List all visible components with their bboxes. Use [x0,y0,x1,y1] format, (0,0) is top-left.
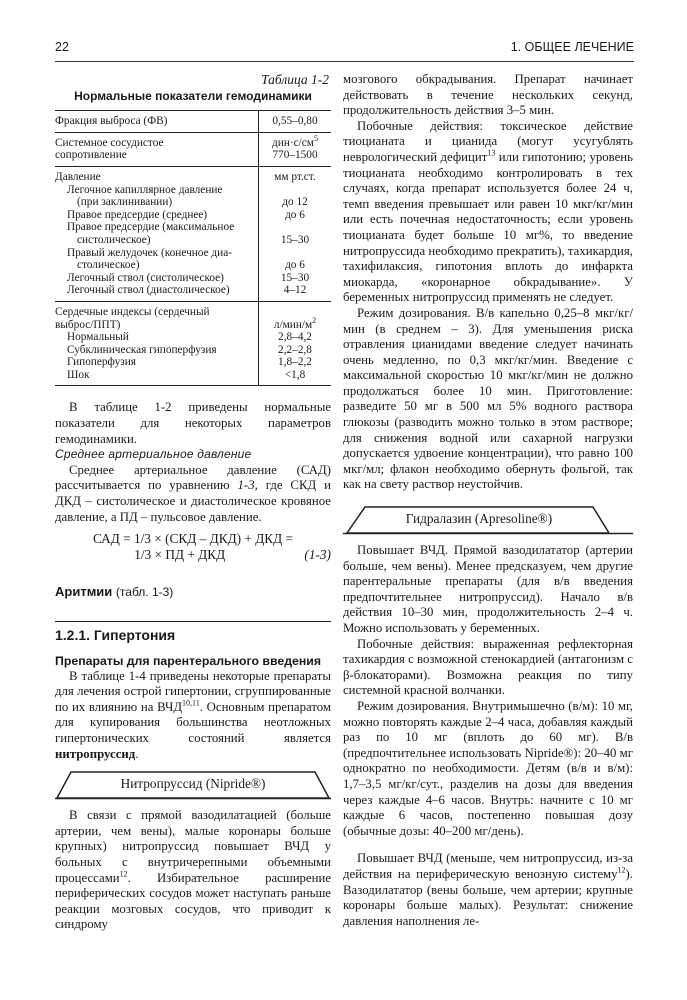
subsection-title: Препараты для парентерального введения [55,653,322,668]
page-number: 22 [55,40,69,54]
section-divider [55,621,331,644]
continued-paragraph: мозгового обкрадывания. Препарат начинает действовать в течение нескольких секунд, продолжительность действия 3–5 мин. [343,72,633,118]
table-row [55,132,331,166]
table-row [55,111,331,133]
table-cell: Фракция выброса (ФВ) [55,111,259,133]
arrhythmia-heading: Аритмии (табл. 1-3) [55,584,174,600]
hydralazine-paragraph: Повышает ВЧД. Прямой вазодилататор (артерии больше, чем вены). Менее предсказуем, чем другие парентеральные препараты (для в/в введения предпочтительнее нитропруссид). Начало в/в действия 10–30 мин, продолжительность 2–4 ч. Можно использовать у беременных. [343,543,633,635]
side-effects-paragraph: Побочные действия: токсическое действие тиоцианата и цианида (могут усугублять неврологический дефицит$^{13}$ или гипотонию; уровень тиоцианата необходимо контролировать в тех случаях, когда препарат используется более 24 ч, темп введения превышает или равен 10 мкг/кг/мин или есть почечная недостаточность; если уровень тиоцианата будет больше 10 мг%, то введение нитропруссида необходимо прекратить), тахикардия, тахифилаксия, гипотония вплоть до инфаркта миокарда, «коронарное обкрадывание». У беременных нитропруссид применять не следует. [343,118,633,305]
map-paragraph: Среднее артериальное давление (САД) рассчитывается по уравнению 1-3, где СКД и ДКД – систолическое и диастолическое кровяное давление, а ПД – пульсовое давление. [55,462,332,524]
table-cell: 0,55–0,80 [259,111,332,133]
intro-paragraph: В таблице 1-2 приведены нормальные показатели для некоторых параметров гемодинамики. [55,400,331,446]
table-cell: Давление Легочное капиллярное давление (при заклинивании) Правое предсердие (среднее) Правое предсердие (максимальное систолическое) Правый желудочек (конечное диа- столическое) Легочный ствол (систолическое) Легочный ствол (диастолическое) [55,166,259,301]
dosage-paragraph: Режим дозирования. В/в капельно 0,25–8 мкг/кг/мин (в среднем – 3). Для уменьшения риска отравления цианидами введение следует начинать очень медленно, по 0,3 мкг/кг/мин. Введение с максимальной скоростью 10 мкг/кг/мин не должно продолжаться более 10 мин. Приготовление: разведите 50 мг в 500 мл 5% водного раствора глюкозы (разводить можно только в этом растворе; для снижения водной или сахарной нагрузки допускается удвоение концентрации), что равно 100 мкг/мл; флакон необходимо обернуть фольгой, так как на свету раствор неустойчив. [343,305,633,492]
hydralazine-dosage: Режим дозирования. Внутримышечно (в/м): 10 мг, можно повторять каждые 2–4 часа, добавляя каждый раз по 10 мг (вплоть до 60 мг). В/в (предпочтительнее использовать Nipride®): 20–40 мг однократно по необходимости. Детям (в/в и в/м): 1,7–3,5 мг/кг/сут., разделив на дозы для введения через каждые 4–6 часов. Внутрь: начните с 10 мг каждые 6 часов, постепенно повышая дозу (обычные дозы: 40–200 мг/день). [343,698,633,838]
drug-name: Гидралазин (Apresoline®) [405,511,553,527]
next-drug-paragraph: Повышает ВЧД (меньше, чем нитропруссид, из-за действия на периферическую венозную систему$^{12}$). Вазодилататор (вены больше, чем артерии; крупные коронары больше малых). Результат: снижение давления наполнения ле- [343,851,633,928]
table-title: Нормальные показатели гемодинамики [74,88,312,103]
chapter-title: 1. ОБЩЕЕ ЛЕЧЕНИЕ [510,40,634,54]
header-rule [55,61,634,62]
drug-name: Нитропруссид (Nipride®) [120,776,266,792]
hemodynamics-table [55,110,331,386]
table-cell: $дин\cdot с/см^5$ 770–1500 [259,132,332,166]
table-cell: Сердечные индексы (сердечный выброс/ППТ) Нормальный Субклиническая гипоперфузия Гипоперфузия Шок [55,301,259,386]
drug-banner-hydralazine [343,505,633,535]
parenteral-paragraph: В таблице 1-4 приведены некоторые препараты для лечения острой гипертонии, сгруппированные по их влиянию на ВЧД$^{10,11}$. Основным препаратом для купирования большинства неотложных гипертонических состояний является нитропруссид. [55,668,331,761]
table-cell: мм рт.ст. до 12 до 6 15–30 до 6 15–30 4–12 [259,166,332,301]
map-formula: САД = 1/3 × (СКД – ДКД) + ДКД = 1/3 × ПД + ДКД (1-3) [92,531,331,562]
table-row [55,166,331,301]
table-cell: Системное сосудистое сопротивление [55,132,259,166]
table-row [55,301,331,386]
map-heading: Среднее артериальное давление [55,447,252,462]
right-column [343,72,633,929]
section-title: 1.2.1. Гипертония [55,627,176,643]
table-cell: $л/мин/м^2$ 2,8–4,2 2,2–2,8 1,8–2,2 <1,8 [259,301,332,386]
nitroprusside-paragraph: В связи с прямой вазодилатацией (больше артерии, чем вены), малые коронары больше крупных) нитропруссид повышает ВЧД у больных с внутричерепными объемными процессами$^{12}$. Избирательное расширение периферических сосудов может наступать раньше реакции мозговых сосудов, что приводит к синдрому [55,808,331,932]
hydralazine-side-effects: Побочные действия: выраженная рефлекторная тахикардия с возможной стенокардией (антагонизм с β-блокаторами). Возможна реакция по типу системной красной волчанки. [343,636,633,698]
left-column [55,72,331,933]
drug-banner-nitroprusside [55,770,331,800]
table-caption: Таблица 1-2 [261,72,329,87]
